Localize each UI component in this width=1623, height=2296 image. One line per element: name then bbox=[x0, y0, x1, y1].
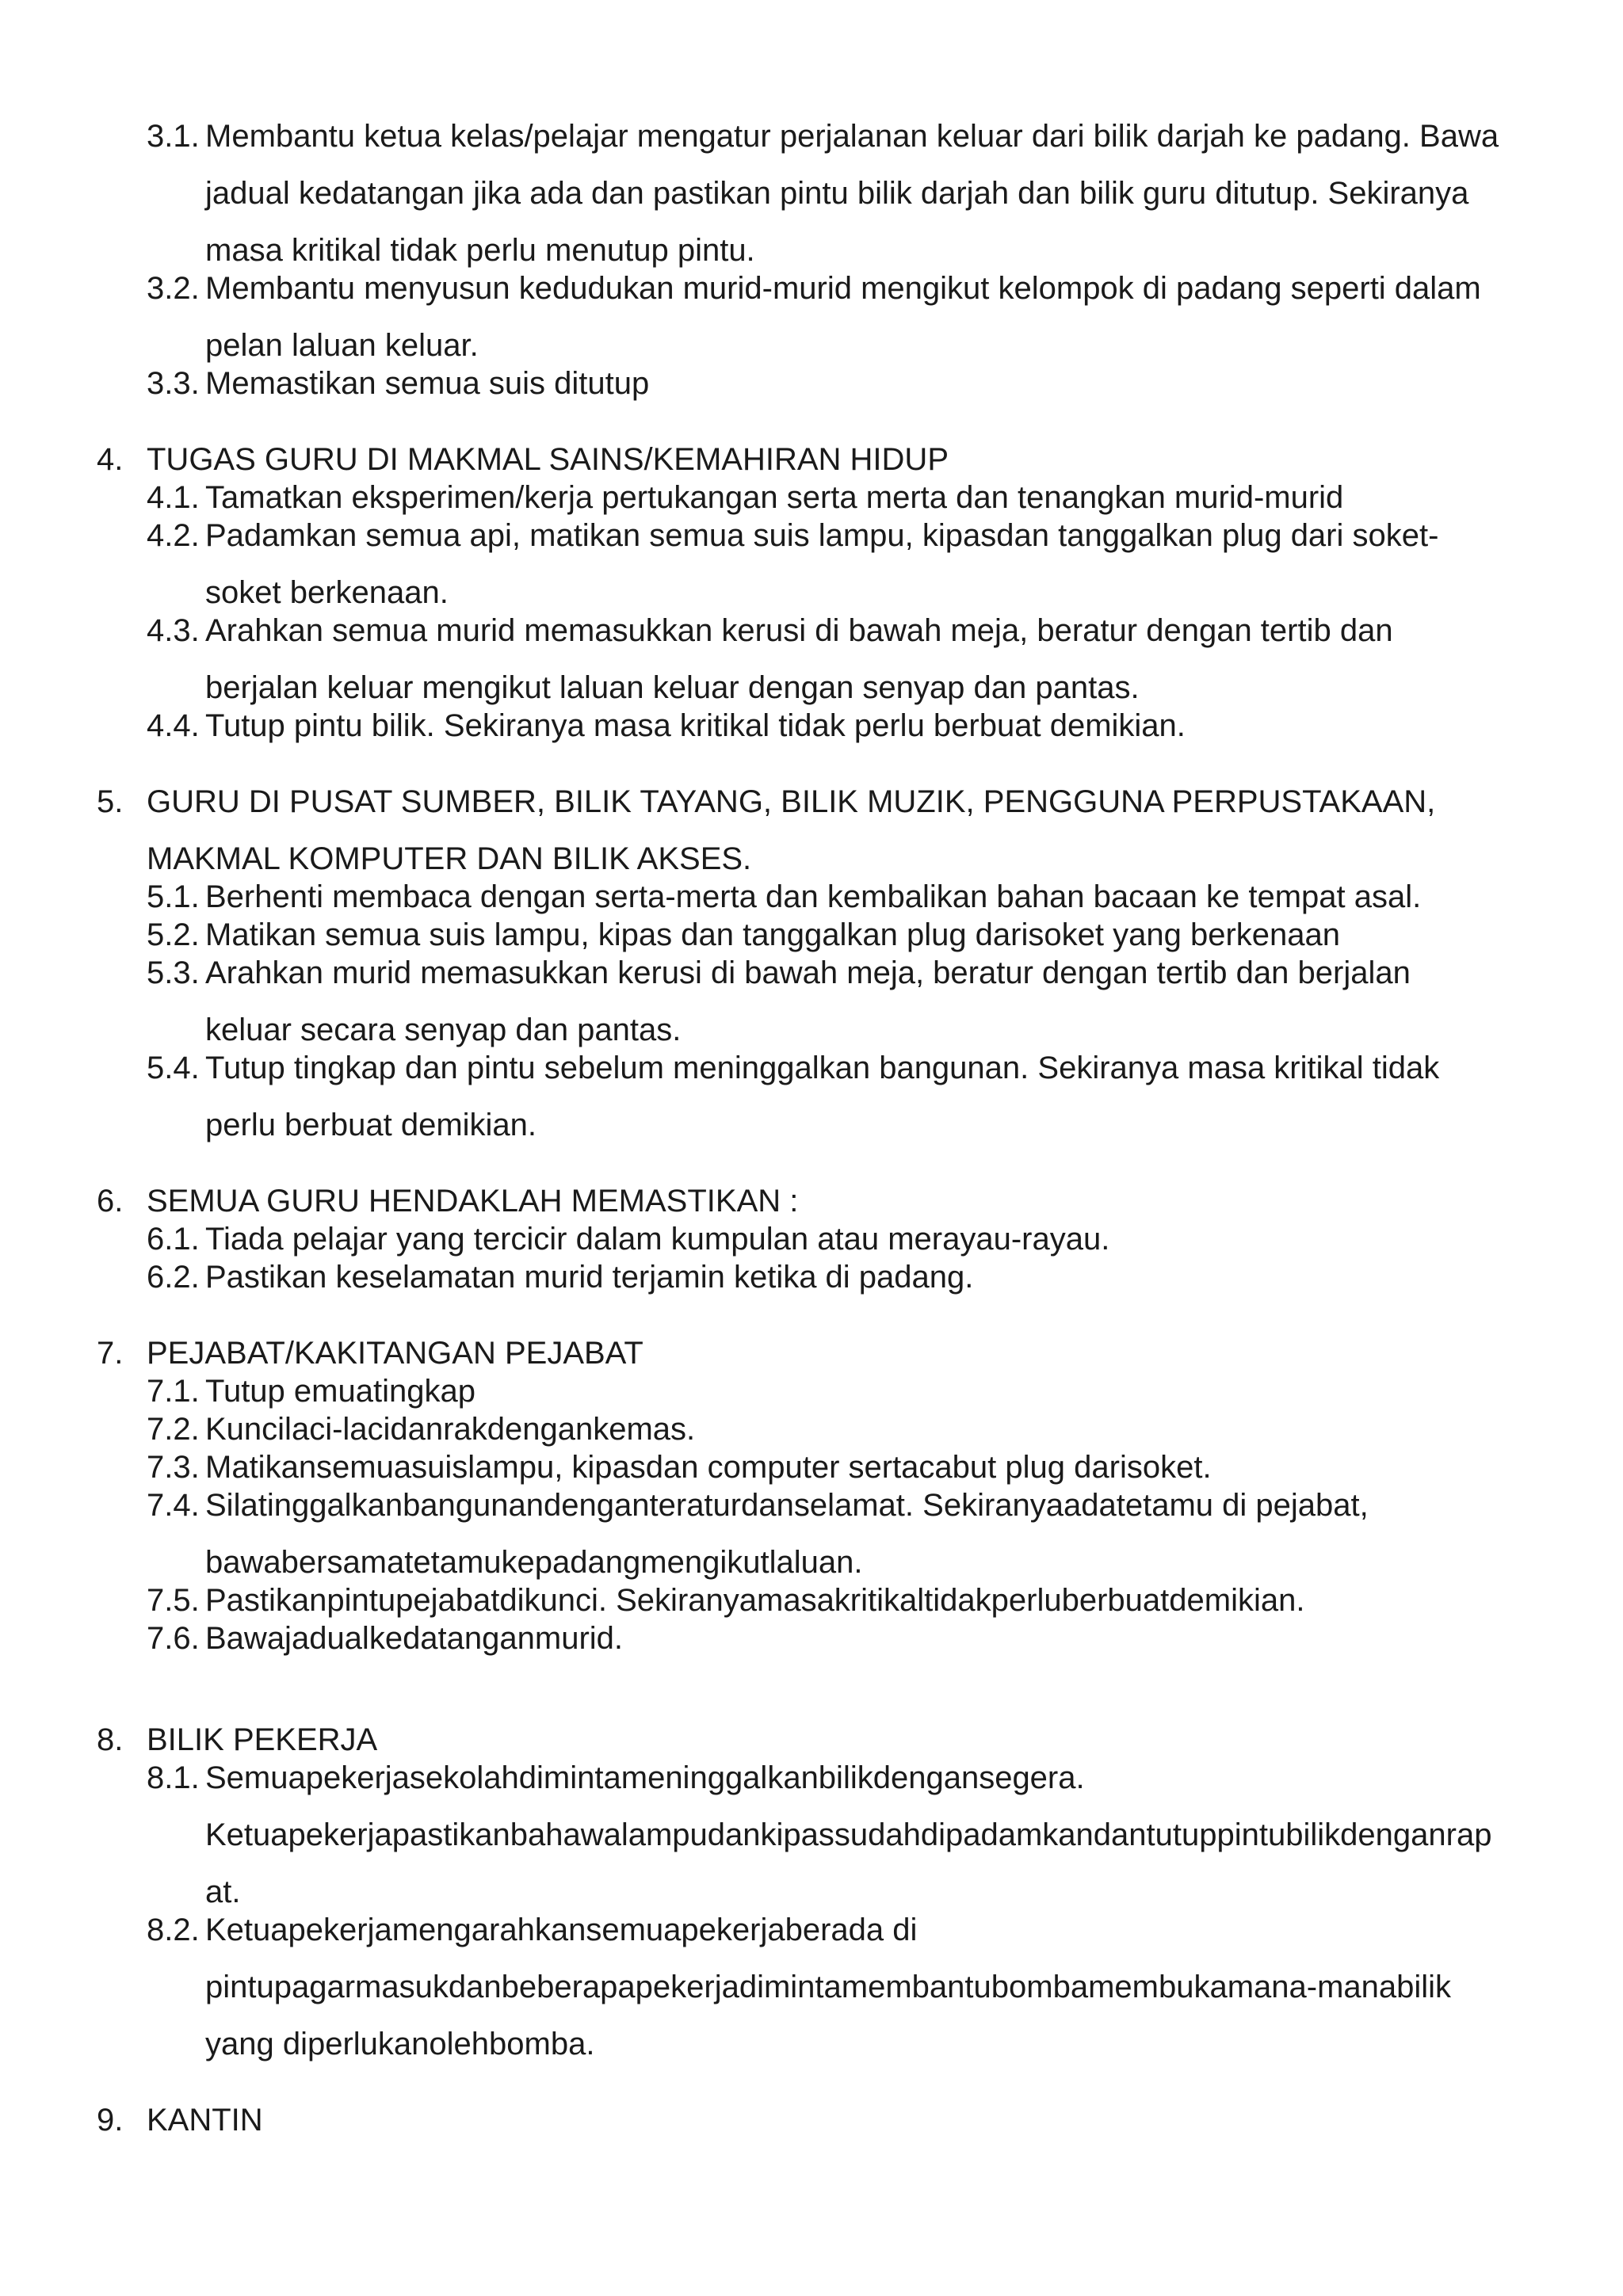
item-text: Tutup emuatingkap bbox=[205, 1374, 475, 1409]
item-number: 5.3. bbox=[147, 955, 200, 990]
item-number: 4.4. bbox=[147, 708, 200, 743]
item-text: perlu berbuat demikian. bbox=[205, 1108, 537, 1142]
item-text: Bawajadualkedatanganmurid. bbox=[205, 1621, 624, 1656]
item-number: 7.1. bbox=[147, 1374, 200, 1409]
item-text: Ketuapekerjapastikanbahawalampudankipassudahdipadamkandantutuppintubilikdenganrap bbox=[205, 1817, 1492, 1852]
item-number: 3.3. bbox=[147, 366, 200, 401]
item-text: Memastikan semua suis ditutup bbox=[205, 366, 650, 401]
item-number: 7.3. bbox=[147, 1450, 200, 1485]
item-number: 4.1. bbox=[147, 480, 200, 515]
section-title: SEMUA GURU HENDAKLAH MEMASTIKAN : bbox=[147, 1184, 799, 1219]
item-number: 6.2. bbox=[147, 1260, 200, 1295]
item-text: bawabersamatetamukepadangmengikutlaluan. bbox=[205, 1545, 863, 1580]
item-number: 5.4. bbox=[147, 1051, 200, 1085]
item-text: jadual kedatangan jika ada dan pastikan pintu bilik darjah dan bilik guru ditutup. Sekiranya bbox=[205, 176, 1469, 211]
item-text: at. bbox=[205, 1875, 241, 1909]
item-text: masa kritikal tidak perlu menutup pintu. bbox=[205, 233, 755, 268]
item-text: Matikan semua suis lampu, kipas dan tanggalkan plug darisoket yang berkenaan bbox=[205, 917, 1340, 952]
item-number: 7.2. bbox=[147, 1412, 200, 1447]
item-text: keluar secara senyap dan pantas. bbox=[205, 1013, 682, 1047]
section-title: TUGAS GURU DI MAKMAL SAINS/KEMAHIRAN HIDUP bbox=[147, 442, 949, 477]
item-number: 7.6. bbox=[147, 1621, 200, 1656]
item-text: Membantu menyusun kedudukan murid-murid mengikut kelompok di padang seperti dalam bbox=[205, 271, 1481, 306]
item-text: Pastikan keselamatan murid terjamin ketika di padang. bbox=[205, 1260, 974, 1295]
item-text: soket berkenaan. bbox=[205, 575, 449, 610]
item-text: berjalan keluar mengikut laluan keluar dengan senyap dan pantas. bbox=[205, 670, 1140, 705]
item-text: Tiada pelajar yang tercicir dalam kumpulan atau merayau-rayau. bbox=[205, 1222, 1110, 1257]
section-number: 4. bbox=[97, 442, 124, 477]
item-text: Ketuapekerjamengarahkansemuapekerjaberada di bbox=[205, 1913, 918, 1947]
item-text: Silatinggalkanbangunandenganteraturdanselamat. Sekiranyaadatetamu di pejabat, bbox=[205, 1488, 1369, 1523]
item-text: Membantu ketua kelas/pelajar mengatur perjalanan keluar dari bilik darjah ke padang. Bawa bbox=[205, 119, 1499, 154]
item-number: 7.5. bbox=[147, 1583, 200, 1618]
section-number: 9. bbox=[97, 2103, 124, 2138]
section-title: MAKMAL KOMPUTER DAN BILIK AKSES. bbox=[147, 841, 752, 876]
item-number: 8.2. bbox=[147, 1913, 200, 1947]
section-title: GURU DI PUSAT SUMBER, BILIK TAYANG, BILIK MUZIK, PENGGUNA PERPUSTAKAAN, bbox=[147, 784, 1436, 819]
item-text: Berhenti membaca dengan serta-merta dan kembalikan bahan bacaan ke tempat asal. bbox=[205, 879, 1422, 914]
item-text: Arahkan murid memasukkan kerusi di bawah meja, beratur dengan tertib dan berjalan bbox=[205, 955, 1411, 990]
item-text: Padamkan semua api, matikan semua suis lampu, kipasdan tanggalkan plug dari soket- bbox=[205, 518, 1439, 553]
item-text: pelan laluan keluar. bbox=[205, 328, 479, 363]
section-title: KANTIN bbox=[147, 2103, 263, 2138]
section-number: 7. bbox=[97, 1336, 124, 1371]
item-text: Arahkan semua murid memasukkan kerusi di bawah meja, beratur dengan tertib dan bbox=[205, 613, 1393, 648]
item-number: 5.1. bbox=[147, 879, 200, 914]
item-number: 3.2. bbox=[147, 271, 200, 306]
item-text: pintupagarmasukdanbeberapapekerjadimintamembantubombamembukamana-manabilik bbox=[205, 1970, 1452, 2004]
item-text: yang diperlukanolehbomba. bbox=[205, 2027, 595, 2061]
item-number: 5.2. bbox=[147, 917, 200, 952]
section-number: 6. bbox=[97, 1184, 124, 1219]
item-text: Matikansemuasuislampu, kipasdan computer sertacabut plug darisoket. bbox=[205, 1450, 1212, 1485]
item-number: 7.4. bbox=[147, 1488, 200, 1523]
item-text: Tamatkan eksperimen/kerja pertukangan serta merta dan tenangkan murid-murid bbox=[205, 480, 1344, 515]
item-text: Semuapekerjasekolahdimintameninggalkanbilikdengansegera. bbox=[205, 1760, 1085, 1795]
item-number: 4.3. bbox=[147, 613, 200, 648]
item-text: Tutup tingkap dan pintu sebelum meninggalkan bangunan. Sekiranya masa kritikal tidak bbox=[205, 1051, 1440, 1085]
section-number: 8. bbox=[97, 1722, 124, 1757]
item-text: Tutup pintu bilik. Sekiranya masa kritikal tidak perlu berbuat demikian. bbox=[205, 708, 1186, 743]
item-number: 4.2. bbox=[147, 518, 200, 553]
item-number: 3.1. bbox=[147, 119, 200, 154]
item-number: 8.1. bbox=[147, 1760, 200, 1795]
section-title: BILIK PEKERJA bbox=[147, 1722, 378, 1757]
item-number: 6.1. bbox=[147, 1222, 200, 1257]
section-number: 5. bbox=[97, 784, 124, 819]
item-text: Pastikanpintupejabatdikunci. Sekiranyamasakritikaltidakperluberbuatdemikian. bbox=[205, 1583, 1305, 1618]
section-title: PEJABAT/KAKITANGAN PEJABAT bbox=[147, 1336, 643, 1371]
item-text: Kuncilaci-lacidanrakdengankemas. bbox=[205, 1412, 696, 1447]
